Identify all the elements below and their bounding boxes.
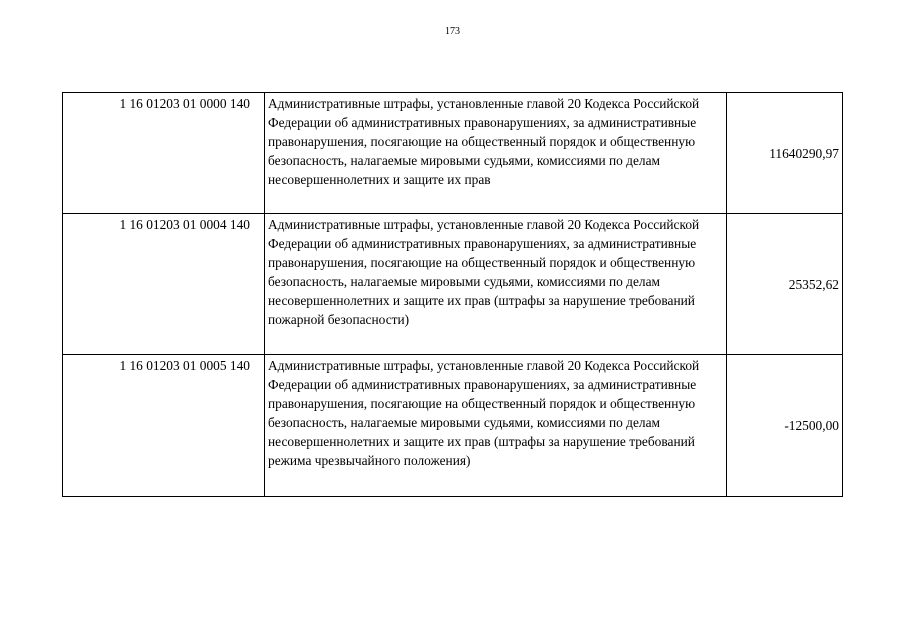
revenue-amount-cell: 25352,62 xyxy=(727,214,843,355)
revenue-code-cell: 1 16 01203 01 0005 140 xyxy=(63,355,265,497)
revenue-description-cell: Административные штрафы, установленные главой 20 Кодекса Российской Федерации об административных правонарушениях, за административные правонарушения, посягающие на общественный порядок и общественную безопасность, налагаемые мировыми судьями, комиссиями по делам несовершеннолетних и защите их прав xyxy=(265,93,727,214)
revenue-code-cell: 1 16 01203 01 0000 140 xyxy=(63,93,265,214)
table-row xyxy=(63,355,843,497)
revenue-amount-cell: 11640290,97 xyxy=(727,93,843,214)
revenue-description-cell: Административные штрафы, установленные главой 20 Кодекса Российской Федерации об административных правонарушениях, за административные правонарушения, посягающие на общественный порядок и общественную безопасность, налагаемые мировыми судьями, комиссиями по делам несовершеннолетних и защите их прав (штрафы за нарушение требований режима чрезвычайного положения) xyxy=(265,355,727,497)
table-row xyxy=(63,214,843,355)
page-number: 173 xyxy=(445,26,460,37)
revenue-description-cell: Административные штрафы, установленные главой 20 Кодекса Российской Федерации об административных правонарушениях, за административные правонарушения, посягающие на общественный порядок и общественную безопасность, налагаемые мировыми судьями, комиссиями по делам несовершеннолетних и защите их прав (штрафы за нарушение требований пожарной безопасности) xyxy=(265,214,727,355)
revenue-code-cell: 1 16 01203 01 0004 140 xyxy=(63,214,265,355)
revenue-amount-cell: -12500,00 xyxy=(727,355,843,497)
table-row xyxy=(63,93,843,214)
budget-revenue-table xyxy=(62,92,843,497)
